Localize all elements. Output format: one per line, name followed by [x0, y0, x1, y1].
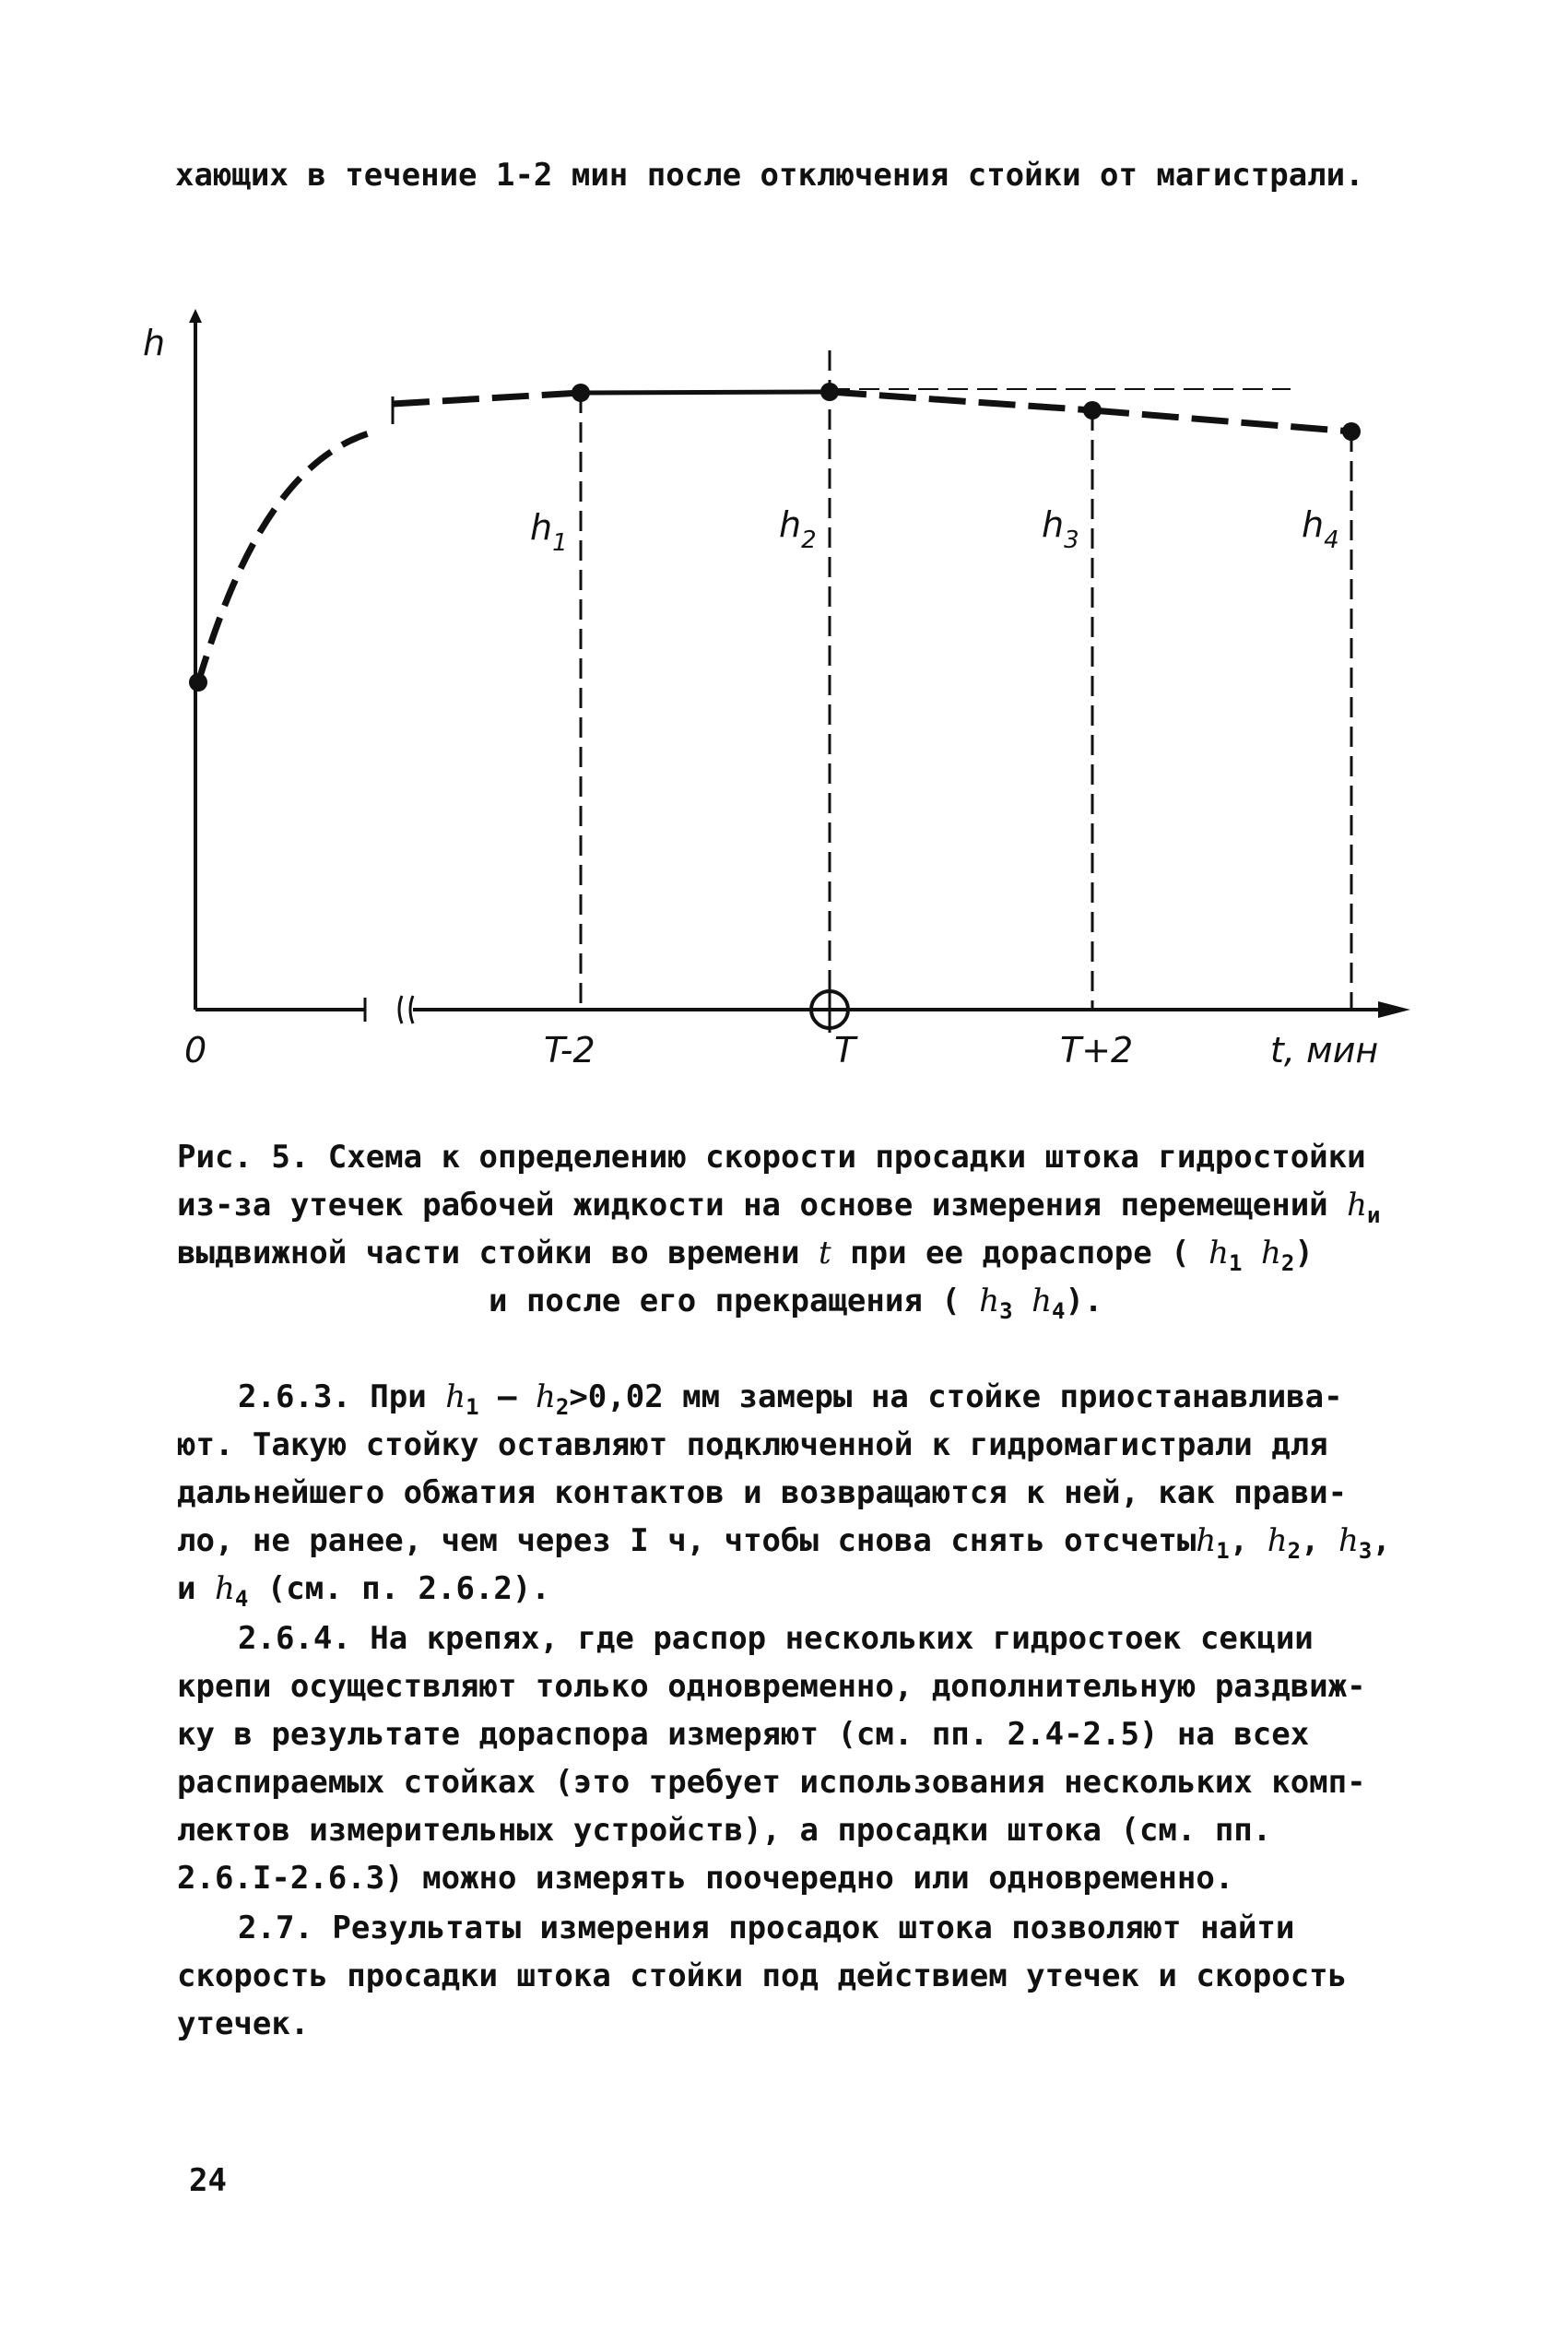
page-number: 24	[189, 2162, 227, 2199]
x-tick-t-plus-2: T+2	[1060, 1030, 1134, 1070]
p264-line-3: ку в результате дораспора измеряют (см. пп. 2.4-2.5) на всех	[177, 1716, 1310, 1753]
point-h3	[1083, 401, 1102, 420]
plateau-curve	[393, 393, 581, 404]
caption-line-4: и после его прекращения ( $h_3$ $h_4$).	[489, 1283, 1103, 1324]
figure-5-chart	[0, 277, 1568, 1106]
top-text-line: хающих в течение 1-2 мин после отключения стойки от магистрали.	[175, 157, 1364, 194]
point-h2	[820, 383, 839, 401]
point-h1	[572, 384, 590, 402]
caption-line-3: выдвижной части стойки во времени t при ее дораспоре ( $h_1$ $h_2$)	[177, 1235, 1314, 1276]
rising-curve	[198, 433, 369, 682]
p27-line-3: утечек.	[177, 2005, 310, 2042]
p264-line-5: лектов измерительных устройств), а просадки штока (см. пп.	[177, 1812, 1272, 1849]
p263-line-1: 2.6.3. При $h_1 - h_2>0,02$ мм замеры на стойке приостанавлива-	[238, 1378, 1343, 1420]
p263-line-3: дальнейшего обжатия контактов и возвращаются к ней, как прави-	[177, 1474, 1348, 1511]
caption-line-1: Рис. 5. Схема к определению скорости просадки штока гидростойки	[177, 1139, 1366, 1176]
p264-line-2: крепи осуществляют только одновременно, дополнительную раздвиж-	[177, 1668, 1366, 1705]
y-axis-arrow-icon	[189, 309, 202, 323]
plateau-line	[581, 392, 830, 393]
p264-line-1: 2.6.4. На крепях, где распор нескольких гидростоек секции	[238, 1620, 1314, 1657]
point-start	[189, 673, 207, 692]
origin-label: 0	[184, 1030, 207, 1070]
y-axis-label: h	[143, 323, 166, 363]
label-h2: $h_2$	[779, 504, 817, 554]
p263-line-5: и $h_4$ (см. п. 2.6.2).	[177, 1570, 550, 1612]
p263-line-4: ло, не ранее, чем через I ч, чтобы снова снять отсчетыh$_1$, $h_2$, $h_3$,	[177, 1522, 1391, 1564]
x-axis-arrow-icon	[1378, 1001, 1410, 1018]
p263-line-2: ют. Такую стойку оставляют подключенной к гидромагистрали для	[177, 1426, 1328, 1463]
point-h4	[1342, 422, 1361, 441]
decline-curve-2	[1092, 410, 1351, 432]
label-h3: $h_3$	[1042, 504, 1079, 554]
caption-line-2: из-за утечек рабочей жидкости на основе измерения перемещений $h_и$	[177, 1187, 1381, 1228]
x-axis-label: t, мин	[1270, 1030, 1379, 1070]
p264-line-4: распираемых стойках (это требует использования нескольких комп-	[177, 1764, 1366, 1801]
label-h4: $h_4$	[1302, 504, 1339, 554]
label-h1: $h_1$	[530, 507, 568, 557]
x-tick-t-minus-2: T-2	[544, 1030, 595, 1070]
x-tick-t: T	[834, 1030, 856, 1070]
p27-line-2: скорость просадки штока стойки под действием утечек и скорость	[177, 1957, 1348, 1994]
axis-break-mark-1	[399, 996, 402, 1023]
p27-line-1: 2.7. Результаты измерения просадок штока позволяют найти	[238, 1910, 1295, 1946]
decline-curve-1	[830, 392, 1092, 410]
axis-break-mark-2	[410, 996, 413, 1023]
p264-line-6: 2.6.I-2.6.3) можно измерять поочередно или одновременно.	[177, 1860, 1234, 1897]
